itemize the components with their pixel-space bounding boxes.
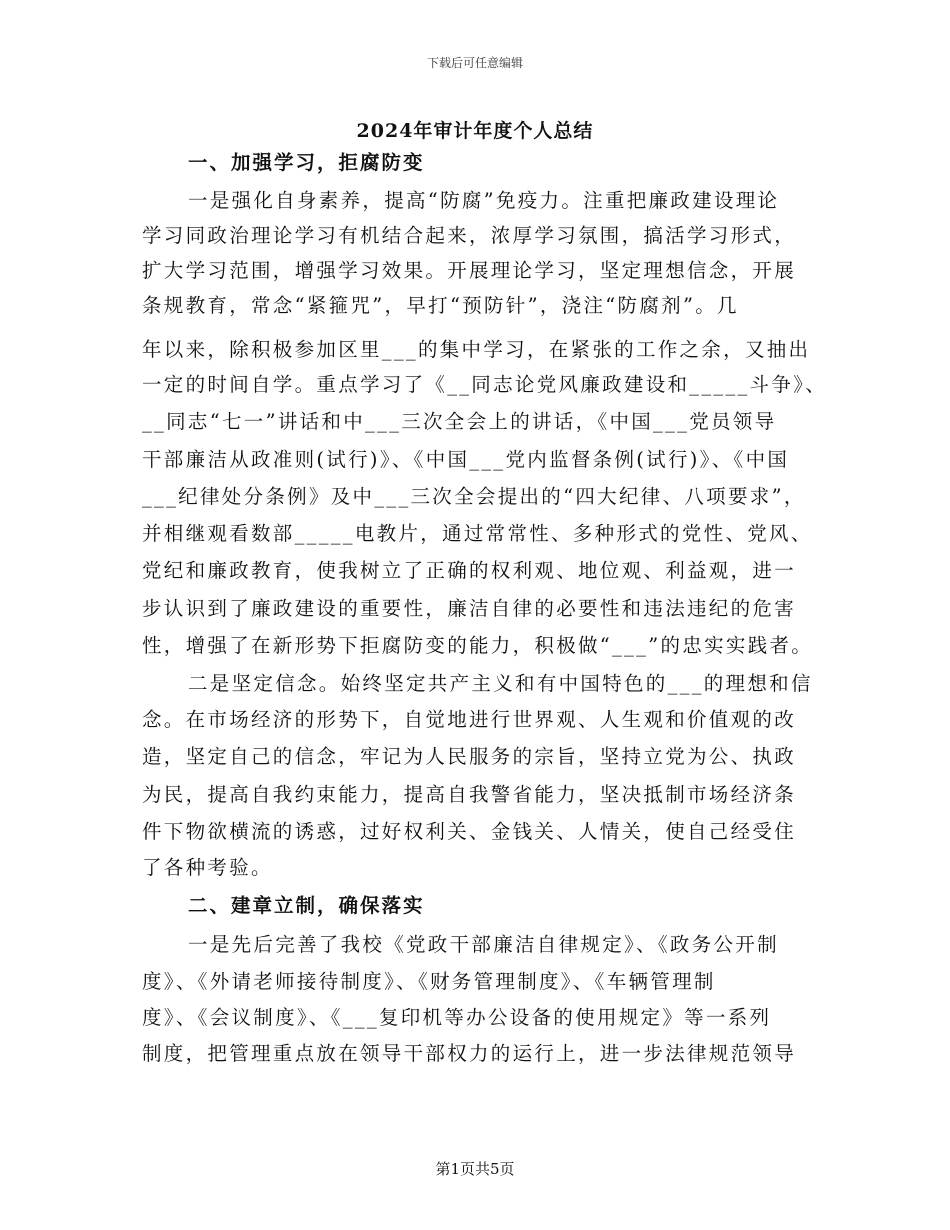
paragraph-line: 一是先后完善了我校《党政干部廉洁自律规定》、《政务公开制 — [188, 933, 779, 956]
paragraph-line: 性，增强了在新形势下拒腐防变的能力，积极做“___”的忠实实践者。 — [142, 634, 814, 657]
paragraph-line: 度》、《外请老师接待制度》、《财务管理制度》、《车辆管理制 — [142, 970, 716, 993]
paragraph-line: 造，坚定自己的信念，牢记为人民服务的宗旨，坚持立党为公、执政 — [142, 745, 797, 768]
paragraph-line: 干部廉洁从政准则(试行)》、《中国___党内监督条例(试行)》、《中国 — [142, 448, 790, 471]
paragraph-line: 念。在市场经济的形势下，自觉地进行世界观、人生观和价值观的改 — [142, 708, 797, 731]
paragraph-line: 年以来，除积极参加区里___的集中学习，在紧张的工作之余，又抽出 — [142, 338, 811, 361]
header-note: 下载后可任意编辑 — [426, 56, 523, 70]
paragraph-line: 一定的时间自学。重点学习了《__同志论党风廉政建设和_____斗争》、 — [142, 373, 827, 396]
section-heading-1: 一、加强学习，拒腐防变 — [188, 151, 425, 174]
paragraph-line: 党纪和廉政教育，使我树立了正确的权利观、地位观、利益观，进一 — [142, 559, 797, 582]
paragraph-line: ___纪律处分条例》及中___三次全会提出的“四大纪律、八项要求”， — [142, 485, 806, 508]
paragraph-line: 件下物欲横流的诱惑，过好权利关、金钱关、人情关，使自己经受住 — [142, 820, 797, 843]
paragraph-line: 为民，提高自我约束能力，提高自我警省能力，坚决抵制市场经济条 — [142, 783, 797, 806]
paragraph-line: 一是强化自身素养，提高“防腐”免疫力。注重把廉政建设理论 — [188, 189, 780, 212]
section-heading-2: 二、建章立制，确保落实 — [188, 894, 425, 917]
paragraph-line: __同志“七一”讲话和中___三次全会上的讲话，《中国___党员领导 — [142, 410, 777, 433]
paragraph-line: 条规教育，常念“紧箍咒”，早打“预防针”，浇注“防腐剂”。几 — [142, 294, 739, 317]
paragraph-line: 步认识到了廉政建设的重要性，廉洁自律的必要性和违法违纪的危害 — [142, 597, 797, 620]
document-title: 2024年审计年度个人总结 — [356, 120, 594, 142]
paragraph-line: 并相继观看数部_____电教片，通过常常性、多种形式的党性、党风、 — [142, 522, 813, 545]
paragraph-line: 学习同政治理论学习有机结合起来，浓厚学习氛围，搞活学习形式， — [142, 224, 797, 247]
paragraph-line: 扩大学习范围，增强学习效果。开展理论学习，坚定理想信念，开展 — [142, 259, 797, 282]
page-footer: 第1页共5页 — [435, 1160, 515, 1178]
paragraph-line: 了各种考验。 — [142, 856, 273, 879]
paragraph-line: 制度，把管理重点放在领导干部权力的运行上，进一步法律规范领导 — [142, 1042, 797, 1065]
paragraph-line: 度》、《会议制度》、《___复印机等办公设备的使用规定》等一系列 — [142, 1006, 772, 1029]
paragraph-line: 二是坚定信念。始终坚定共产主义和有中国特色的___的理想和信 — [188, 672, 813, 695]
